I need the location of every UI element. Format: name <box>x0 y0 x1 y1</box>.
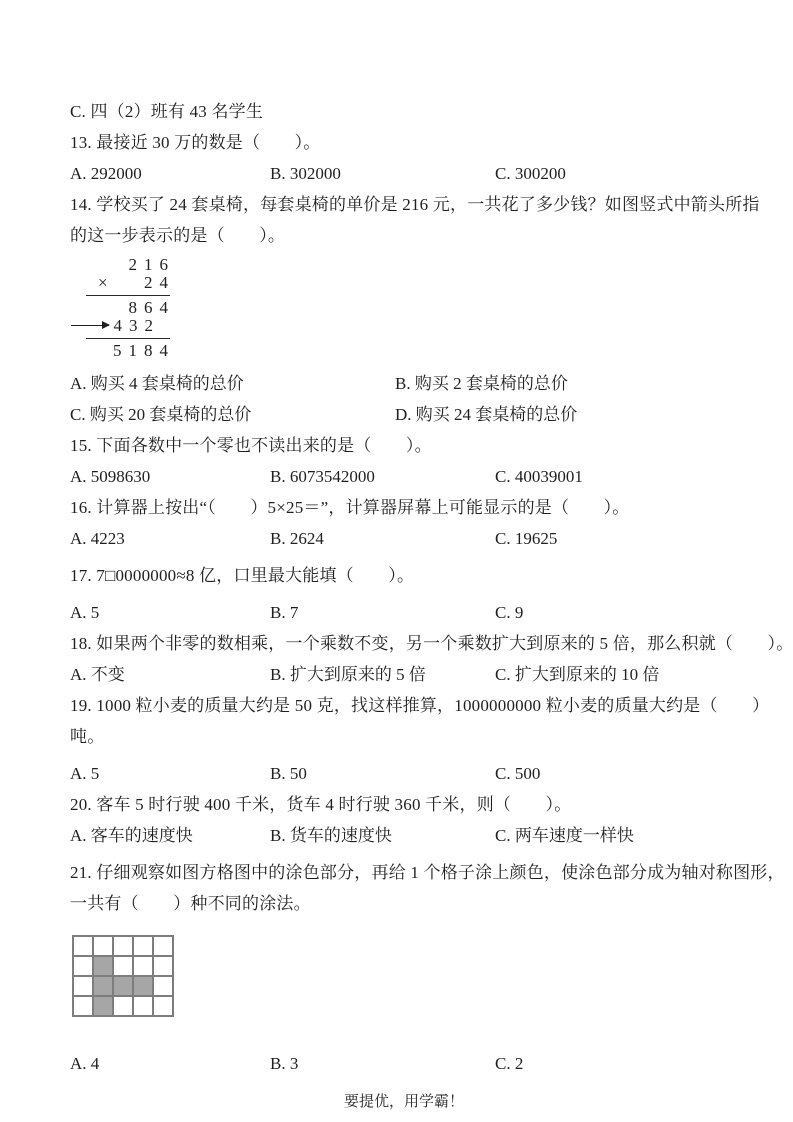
q15-option-a: A. 5098630 <box>70 467 151 486</box>
q17-option-b: B. 7 <box>270 603 299 622</box>
q21-option-c: C. 2 <box>495 1054 524 1073</box>
vmul-product: 5184 <box>113 341 175 360</box>
q18-option-a: A. 不变 <box>70 665 125 684</box>
q17-stem: 17. 7□0000000≈8 亿，口里最大能填（ ）。 <box>70 566 415 585</box>
q16-stem: 16. 计算器上按出“（ ）5×25＝”，计算器屏幕上可能显示的是（ ）。 <box>70 498 630 517</box>
q13-option-a: A. 292000 <box>70 164 142 183</box>
q12-option-c: C. 四（2）班有 43 名学生 <box>70 102 264 121</box>
q21-grid-figure <box>72 935 174 1017</box>
q18-options <box>70 659 738 690</box>
grid-row <box>73 956 173 976</box>
q19-option-b: B. 50 <box>270 764 307 783</box>
grid-cell <box>73 956 93 976</box>
q19-stem-line1: 19. 1000 粒小麦的质量大约是 50 克，找这样推算，1000000000 粒小麦的质量大约是（ ） <box>70 696 770 715</box>
grid-cell-shaded <box>93 996 113 1016</box>
q18-stem: 18. 如果两个非零的数相乘，一个乘数不变，另一个乘数扩大到原来的 5 倍，那么积就（ ）。 <box>70 634 793 653</box>
vmul-multiplicand: 216 <box>128 255 175 274</box>
q16-option-a: A. 4223 <box>70 529 125 548</box>
q19-options <box>70 758 738 789</box>
grid-cell <box>153 976 173 996</box>
q14-option-b: B. 购买 2 套桌椅的总价 <box>395 374 568 393</box>
grid-cell <box>153 996 173 1016</box>
grid-row <box>73 936 173 956</box>
q17-option-a: A. 5 <box>70 603 100 622</box>
grid-cell <box>73 996 93 1016</box>
grid-cell <box>153 956 173 976</box>
grid-cell <box>113 936 133 956</box>
q13-options <box>70 158 738 189</box>
q21-option-b: B. 3 <box>270 1054 299 1073</box>
grid-cell-shaded <box>133 976 153 996</box>
q20-option-a: A. 客车的速度快 <box>70 826 193 845</box>
rule-line <box>86 295 170 296</box>
grid-cell <box>73 976 93 996</box>
grid-cell <box>153 936 173 956</box>
q17-options <box>70 597 738 628</box>
q18-option-b: B. 扩大到原来的 5 倍 <box>270 665 426 684</box>
vmul-multiplier-row <box>84 274 175 292</box>
grid-row <box>73 976 173 996</box>
q13-option-c: C. 300200 <box>495 164 566 183</box>
q15-options <box>70 461 738 492</box>
grid-cell-shaded <box>93 976 113 996</box>
q16-option-c: C. 19625 <box>495 529 558 548</box>
vmul-partial-row-2 <box>84 317 168 335</box>
q14-option-c: C. 购买 20 套桌椅的总价 <box>70 405 252 424</box>
q14-options-row2 <box>70 399 738 430</box>
q14-options-row1 <box>70 368 738 399</box>
q17-option-c: C. 9 <box>495 603 524 622</box>
q20-option-b: B. 货车的速度快 <box>270 826 392 845</box>
q20-option-c: C. 两车速度一样快 <box>495 826 634 845</box>
grid-cell <box>93 936 113 956</box>
q18-option-c: C. 扩大到原来的 10 倍 <box>495 665 660 684</box>
vmul-partial-product-2: 432 <box>113 316 160 335</box>
grid-cell-shaded <box>93 956 113 976</box>
q19-option-c: C. 500 <box>495 764 541 783</box>
q20-options <box>70 820 738 851</box>
q21-stem-line2: 一共有（ ）种不同的涂法。 <box>70 894 311 913</box>
grid-cell <box>133 936 153 956</box>
vmul-multiplier: 24 <box>144 273 175 292</box>
vmul-partial-product-1: 864 <box>128 298 175 317</box>
q13-option-b: B. 302000 <box>270 164 341 183</box>
arrow-icon <box>71 325 109 326</box>
q21-option-a: A. 4 <box>70 1054 100 1073</box>
q21-stem-line1: 21. 仔细观察如图方格图中的涂色部分，再给 1 个格子涂上颜色，使涂色部分成为轴对称图形， <box>70 863 785 882</box>
grid-cell <box>113 996 133 1016</box>
rule-line <box>86 338 170 339</box>
q14-stem-line2: 的这一步表示的是（ ）。 <box>70 226 286 245</box>
grid-cell <box>133 996 153 1016</box>
q14-option-a: A. 购买 4 套桌椅的总价 <box>70 374 244 393</box>
grid-cell <box>133 956 153 976</box>
q21-options <box>70 1048 738 1079</box>
q15-stem: 15. 下面各数中一个零也不读出来的是（ ）。 <box>70 436 432 455</box>
q16-option-b: B. 2624 <box>270 529 324 548</box>
grid-cell <box>113 956 133 976</box>
q15-option-b: B. 6073542000 <box>270 467 375 486</box>
q20-stem: 20. 客车 5 时行驶 400 千米，货车 4 时行驶 360 千米，则（ ）。 <box>70 795 572 814</box>
grid-cell <box>73 936 93 956</box>
q19-stem-line2: 吨。 <box>70 727 105 746</box>
q14-vertical-multiplication <box>84 255 175 360</box>
grid-cell-shaded <box>113 976 133 996</box>
grid-row <box>73 996 173 1016</box>
q16-options <box>70 523 738 554</box>
q19-option-a: A. 5 <box>70 764 100 783</box>
multiply-sign-icon: × <box>98 273 108 292</box>
q15-option-c: C. 40039001 <box>495 467 583 486</box>
q13-stem: 13. 最接近 30 万的数是（ ）。 <box>70 133 321 152</box>
q14-option-d: D. 购买 24 套桌椅的总价 <box>395 405 578 424</box>
footer-slogan: 要提优，用学霸！ <box>343 1094 464 1110</box>
q14-stem-line1: 14. 学校买了 24 套桌椅，每套桌椅的单价是 216 元，一共花了多少钱？如图竖式中箭头所指 <box>70 195 760 214</box>
